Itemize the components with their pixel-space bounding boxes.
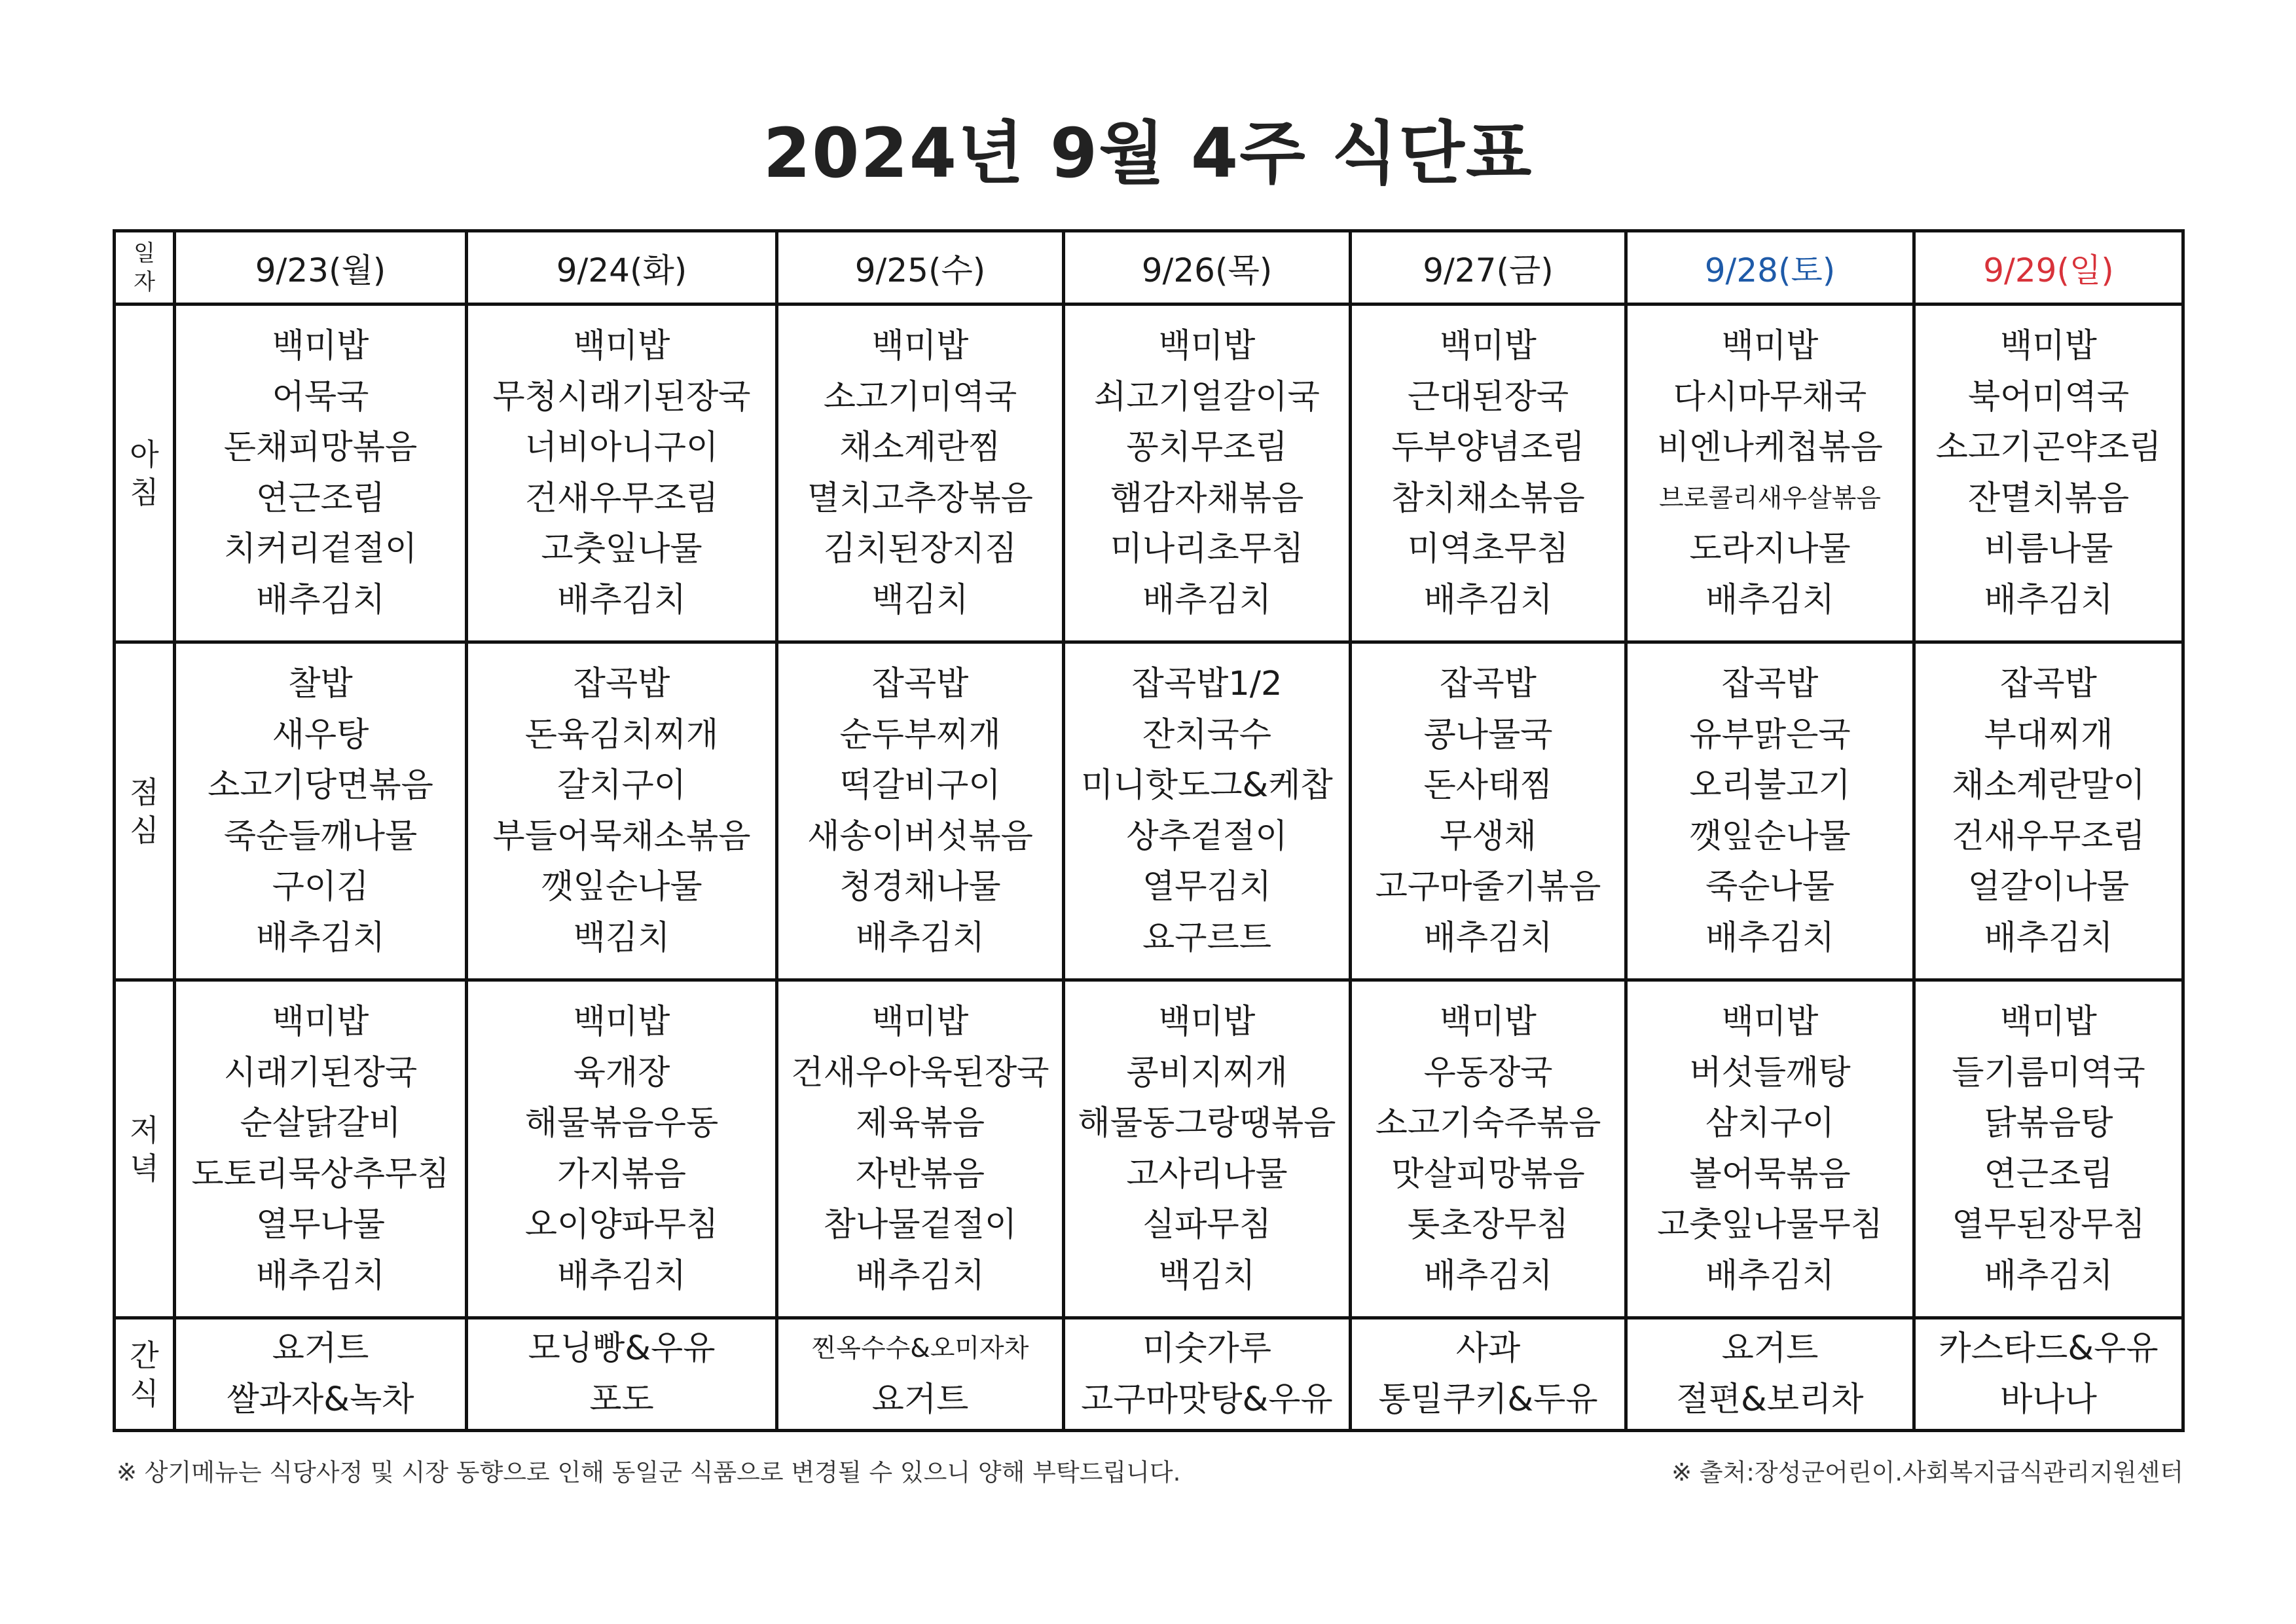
breakfast-row bbox=[115, 304, 2183, 642]
date-label-cell bbox=[115, 231, 175, 304]
dinner-food-list bbox=[778, 997, 1062, 1301]
food-item: 근대된장국 bbox=[1407, 377, 1569, 416]
breakfast-cell bbox=[1914, 304, 2183, 642]
dinner-cell bbox=[1064, 980, 1351, 1318]
food-item: 잡곡밥 bbox=[1440, 665, 1537, 703]
food-item: 배추김치 bbox=[1423, 580, 1553, 619]
dinner-food-list bbox=[1628, 997, 1912, 1301]
breakfast-food-list bbox=[1065, 321, 1349, 625]
lunch-cell bbox=[1064, 642, 1351, 980]
lunch-label-char: 점 bbox=[130, 774, 159, 810]
snack-row bbox=[115, 1318, 2183, 1431]
food-item: 깻잎순나물 bbox=[541, 868, 702, 906]
snack-cell bbox=[467, 1318, 777, 1431]
food-item: 오이양파무침 bbox=[524, 1206, 719, 1244]
dinner-food-list bbox=[176, 997, 465, 1301]
food-item: 연근조림 bbox=[1984, 1154, 2113, 1194]
food-item: 닭볶음탕 bbox=[1984, 1104, 2113, 1143]
food-item: 열무된장무침 bbox=[1952, 1206, 2145, 1244]
food-item: 어묵국 bbox=[272, 377, 369, 416]
food-item: 연근조림 bbox=[255, 479, 386, 518]
food-item: 자반볶음 bbox=[855, 1154, 985, 1194]
breakfast-food-list bbox=[1916, 321, 2181, 625]
food-item: 잔치국수 bbox=[1142, 715, 1272, 754]
food-item: 치커리겉절이 bbox=[223, 530, 418, 568]
food-item: 비엔나케첩볶음 bbox=[1657, 428, 1883, 467]
food-item: 백미밥 bbox=[871, 1003, 969, 1041]
food-item: 다시마무채국 bbox=[1673, 377, 1867, 416]
food-item: 순살닭갈비 bbox=[240, 1104, 401, 1143]
snack-food-list bbox=[468, 1323, 775, 1425]
food-item: 통밀쿠키&두유 bbox=[1378, 1380, 1598, 1419]
food-item: 찰밥 bbox=[288, 665, 353, 703]
food-item: 육개장 bbox=[573, 1053, 670, 1092]
food-item: 백김치 bbox=[1158, 1256, 1256, 1295]
food-item: 백미밥 bbox=[1440, 327, 1537, 365]
food-item: 배추김치 bbox=[855, 1256, 985, 1295]
food-item: 브로콜리새우살볶음 bbox=[1658, 483, 1882, 513]
breakfast-cell bbox=[1064, 304, 1351, 642]
food-item: 채소계란찜 bbox=[839, 428, 1001, 467]
food-item: 요거트 bbox=[272, 1329, 369, 1368]
dinner-cell bbox=[1351, 980, 1626, 1318]
food-item: 시래기된장국 bbox=[223, 1053, 418, 1092]
lunch-food-list bbox=[1916, 659, 2181, 963]
food-item: 잡곡밥 bbox=[2000, 665, 2097, 703]
food-item: 김치된장지짐 bbox=[823, 530, 1017, 568]
dinner-food-list bbox=[1352, 997, 1624, 1301]
food-item: 돈채피망볶음 bbox=[223, 428, 418, 467]
lunch-food-list bbox=[1352, 659, 1624, 963]
food-item: 백미밥 bbox=[2000, 1003, 2097, 1041]
lunch-label-cell bbox=[115, 642, 175, 980]
lunch-row bbox=[115, 642, 2183, 980]
food-item: 건새우무조림 bbox=[1952, 817, 2145, 856]
date-header-row bbox=[115, 231, 2183, 304]
date-fri: 9/27(금) bbox=[1351, 231, 1626, 304]
food-item: 열무김치 bbox=[1142, 868, 1272, 906]
food-item: 콩비지찌개 bbox=[1126, 1053, 1288, 1092]
food-item: 미숫가루 bbox=[1142, 1329, 1272, 1368]
date-sun: 9/29(일) bbox=[1914, 231, 2183, 304]
food-item: 백미밥 bbox=[1721, 327, 1819, 365]
dinner-food-list bbox=[1065, 997, 1349, 1301]
notice-footnote: ※ 상기메뉴는 식당사정 및 시장 동향으로 인해 동일군 식품으로 변경될 수 있으니 양해 부탁드립니다. bbox=[117, 1458, 1181, 1486]
lunch-food-list bbox=[778, 659, 1062, 963]
food-item: 햄감자채볶음 bbox=[1110, 479, 1304, 518]
food-item: 상추겉절이 bbox=[1126, 817, 1288, 856]
food-item: 카스타드&우유 bbox=[1939, 1329, 2159, 1368]
snack-cell bbox=[1914, 1318, 2183, 1431]
food-item: 열무나물 bbox=[255, 1206, 386, 1244]
food-item: 실파무침 bbox=[1142, 1206, 1272, 1244]
food-item: 배추김치 bbox=[255, 1256, 386, 1295]
food-item: 배추김치 bbox=[1705, 580, 1835, 619]
food-item: 멸치고추장볶음 bbox=[807, 479, 1033, 518]
date-mon: 9/23(월) bbox=[175, 231, 467, 304]
dinner-cell bbox=[1914, 980, 2183, 1318]
food-item: 삼치구이 bbox=[1705, 1104, 1835, 1143]
food-item: 배추김치 bbox=[855, 918, 985, 957]
lunch-cell bbox=[1351, 642, 1626, 980]
food-item: 잔멸치볶음 bbox=[1967, 479, 2130, 518]
food-item: 고춧잎나물 bbox=[541, 530, 702, 568]
food-item: 두부양념조림 bbox=[1391, 428, 1585, 467]
snack-cell bbox=[175, 1318, 467, 1431]
breakfast-cell bbox=[175, 304, 467, 642]
food-item: 소고기미역국 bbox=[823, 377, 1017, 416]
food-item: 배추김치 bbox=[1705, 1256, 1835, 1295]
food-item: 백미밥 bbox=[272, 1003, 369, 1041]
food-item: 건새우아욱된장국 bbox=[791, 1053, 1049, 1092]
lunch-label-char: 심 bbox=[130, 812, 159, 848]
food-item: 배추김치 bbox=[1984, 1256, 2113, 1295]
food-item: 백미밥 bbox=[573, 1003, 670, 1041]
dinner-label-char: 녁 bbox=[130, 1150, 159, 1186]
breakfast-label-char: 침 bbox=[130, 474, 159, 510]
dinner-cell bbox=[1626, 980, 1914, 1318]
breakfast-cell bbox=[467, 304, 777, 642]
food-item: 맛살피망볶음 bbox=[1391, 1154, 1585, 1194]
food-item: 우동장국 bbox=[1423, 1053, 1553, 1092]
food-item: 도토리묵상추무침 bbox=[191, 1154, 450, 1194]
lunch-cell bbox=[467, 642, 777, 980]
food-item: 백미밥 bbox=[1158, 327, 1256, 365]
dinner-cell bbox=[175, 980, 467, 1318]
food-item: 새송이버섯볶음 bbox=[807, 817, 1033, 856]
food-item: 떡갈비구이 bbox=[839, 766, 1001, 805]
breakfast-food-list bbox=[1628, 321, 1912, 625]
food-item: 채소계란말이 bbox=[1952, 766, 2145, 805]
food-item: 요구르트 bbox=[1142, 918, 1272, 957]
food-item: 얼갈이나물 bbox=[1967, 868, 2130, 906]
food-item: 버섯들깨탕 bbox=[1689, 1053, 1851, 1092]
date-label-top: 일 bbox=[134, 240, 155, 267]
food-item: 소고기곤약조림 bbox=[1935, 428, 2162, 467]
breakfast-label-cell bbox=[115, 304, 175, 642]
breakfast-food-list bbox=[468, 321, 775, 625]
dinner-row bbox=[115, 980, 2183, 1318]
food-item: 깻잎순나물 bbox=[1689, 817, 1851, 856]
food-item: 소고기당면볶음 bbox=[208, 766, 433, 805]
food-item: 배추김치 bbox=[1705, 918, 1835, 957]
food-item: 돈육김치찌개 bbox=[524, 715, 719, 754]
food-item: 톳초장무침 bbox=[1407, 1206, 1569, 1244]
lunch-food-list bbox=[1065, 659, 1349, 963]
food-item: 해물볶음우동 bbox=[524, 1104, 719, 1143]
page-title: 2024년 9월 4주 식단표 bbox=[763, 113, 1533, 193]
food-item: 요거트 bbox=[1721, 1329, 1819, 1368]
food-item: 잡곡밥 bbox=[871, 665, 969, 703]
food-item: 죽순들깨나물 bbox=[223, 817, 418, 856]
food-item: 들기름미역국 bbox=[1952, 1053, 2145, 1092]
food-item: 사과 bbox=[1455, 1329, 1521, 1368]
food-item: 소고기숙주볶음 bbox=[1375, 1104, 1601, 1143]
snack-food-list bbox=[176, 1323, 465, 1425]
breakfast-food-list bbox=[176, 321, 465, 625]
snack-food-list bbox=[778, 1323, 1062, 1425]
food-item: 백미밥 bbox=[272, 327, 369, 365]
food-item: 쇠고기얼갈이국 bbox=[1094, 377, 1320, 416]
food-item: 고춧잎나물무침 bbox=[1657, 1206, 1883, 1244]
snack-food-list bbox=[1916, 1323, 2181, 1425]
food-item: 배추김치 bbox=[255, 918, 386, 957]
date-tue: 9/24(화) bbox=[467, 231, 777, 304]
dinner-cell bbox=[467, 980, 777, 1318]
food-item: 북어미역국 bbox=[1967, 377, 2130, 416]
food-item: 백김치 bbox=[573, 918, 670, 957]
food-item: 너비아니구이 bbox=[524, 428, 719, 467]
food-item: 제육볶음 bbox=[855, 1104, 985, 1143]
food-item: 돈사태찜 bbox=[1423, 766, 1553, 805]
date-sat: 9/28(토) bbox=[1626, 231, 1914, 304]
food-item: 고구마줄기볶음 bbox=[1375, 868, 1601, 906]
food-item: 순두부찌개 bbox=[839, 715, 1001, 754]
food-item: 비름나물 bbox=[1984, 530, 2113, 568]
dinner-label-cell bbox=[115, 980, 175, 1318]
snack-cell bbox=[777, 1318, 1064, 1431]
snack-cell bbox=[1626, 1318, 1914, 1431]
dinner-cell bbox=[777, 980, 1064, 1318]
snack-cell bbox=[1064, 1318, 1351, 1431]
food-item: 배추김치 bbox=[1984, 918, 2113, 957]
food-item: 콩나물국 bbox=[1423, 715, 1553, 754]
lunch-food-list bbox=[176, 659, 465, 963]
food-item: 참나물겉절이 bbox=[823, 1206, 1017, 1244]
breakfast-cell bbox=[1626, 304, 1914, 642]
food-item: 백김치 bbox=[871, 580, 969, 619]
food-item: 바나나 bbox=[2000, 1380, 2097, 1419]
breakfast-food-list bbox=[778, 321, 1062, 625]
food-item: 도라지나물 bbox=[1689, 530, 1851, 568]
breakfast-cell bbox=[1351, 304, 1626, 642]
food-item: 배추김치 bbox=[255, 580, 386, 619]
food-item: 배추김치 bbox=[1423, 918, 1553, 957]
food-item: 유부맑은국 bbox=[1689, 715, 1851, 754]
date-thu: 9/26(목) bbox=[1064, 231, 1351, 304]
food-item: 청경채나물 bbox=[839, 868, 1001, 906]
food-item: 참치채소볶음 bbox=[1391, 479, 1585, 518]
dinner-food-list bbox=[1916, 997, 2181, 1301]
dinner-label-char: 저 bbox=[130, 1112, 159, 1148]
food-item: 백미밥 bbox=[1721, 1003, 1819, 1041]
food-item: 잡곡밥1/2 bbox=[1131, 665, 1283, 703]
food-item: 배추김치 bbox=[1142, 580, 1272, 619]
snack-food-list bbox=[1352, 1323, 1624, 1425]
food-item: 미나리초무침 bbox=[1110, 530, 1304, 568]
lunch-cell bbox=[175, 642, 467, 980]
breakfast-cell bbox=[777, 304, 1064, 642]
food-item: 배추김치 bbox=[1423, 1256, 1553, 1295]
food-item: 죽순나물 bbox=[1705, 868, 1835, 906]
breakfast-label-char: 아 bbox=[130, 436, 159, 472]
food-item: 가지볶음 bbox=[556, 1154, 687, 1194]
food-item: 백미밥 bbox=[2000, 327, 2097, 365]
snack-food-list bbox=[1065, 1323, 1349, 1425]
food-item: 포도 bbox=[589, 1380, 654, 1419]
food-item: 무청시래기된장국 bbox=[492, 377, 751, 416]
snack-cell bbox=[1351, 1318, 1626, 1431]
food-item: 미역초무침 bbox=[1407, 530, 1569, 568]
food-item: 새우탕 bbox=[272, 715, 369, 754]
snack-label-cell bbox=[115, 1318, 175, 1431]
food-item: 꽁치무조림 bbox=[1126, 428, 1288, 467]
food-item: 고구마맛탕&우유 bbox=[1081, 1380, 1333, 1419]
food-item: 배추김치 bbox=[556, 580, 687, 619]
lunch-food-list bbox=[468, 659, 775, 963]
lunch-cell bbox=[1914, 642, 2183, 980]
food-item: 배추김치 bbox=[1984, 580, 2113, 619]
food-item: 요거트 bbox=[871, 1380, 969, 1419]
food-item: 미니핫도그&케찹 bbox=[1081, 766, 1333, 805]
food-item: 무생채 bbox=[1440, 817, 1537, 856]
food-item: 부들어묵채소볶음 bbox=[492, 817, 751, 856]
date-wed: 9/25(수) bbox=[777, 231, 1064, 304]
food-item: 부대찌개 bbox=[1984, 715, 2113, 754]
food-item: 배추김치 bbox=[556, 1256, 687, 1295]
snack-food-list bbox=[1628, 1323, 1912, 1425]
food-item: 해물동그랑땡볶음 bbox=[1078, 1104, 1336, 1143]
snack-label-char: 간 bbox=[130, 1337, 159, 1373]
food-item: 구이김 bbox=[272, 868, 369, 906]
food-item: 백미밥 bbox=[1158, 1003, 1256, 1041]
food-item: 모닝빵&우유 bbox=[528, 1329, 716, 1368]
source-footnote: ※ 출처:장성군어린이.사회복지급식관리지원센터 bbox=[1671, 1458, 2183, 1486]
meal-plan-table bbox=[113, 229, 2185, 1432]
food-item: 찐옥수수&오미자차 bbox=[811, 1334, 1029, 1363]
food-item: 볼어묵볶음 bbox=[1689, 1154, 1851, 1194]
lunch-cell bbox=[1626, 642, 1914, 980]
food-item: 건새우무조림 bbox=[524, 479, 719, 518]
food-item: 백미밥 bbox=[573, 327, 670, 365]
breakfast-food-list bbox=[1352, 321, 1624, 625]
dinner-food-list bbox=[468, 997, 775, 1301]
food-item: 갈치구이 bbox=[556, 766, 687, 805]
food-item: 고사리나물 bbox=[1126, 1154, 1288, 1194]
food-item: 오리불고기 bbox=[1689, 766, 1851, 805]
food-item: 잡곡밥 bbox=[1721, 665, 1819, 703]
snack-label-char: 식 bbox=[130, 1375, 159, 1411]
food-item: 백미밥 bbox=[871, 327, 969, 365]
food-item: 절편&보리차 bbox=[1676, 1380, 1864, 1419]
lunch-food-list bbox=[1628, 659, 1912, 963]
date-label-bottom: 자 bbox=[134, 268, 155, 295]
food-item: 쌀과자&녹차 bbox=[227, 1380, 414, 1419]
food-item: 잡곡밥 bbox=[573, 665, 670, 703]
lunch-cell bbox=[777, 642, 1064, 980]
food-item: 백미밥 bbox=[1440, 1003, 1537, 1041]
